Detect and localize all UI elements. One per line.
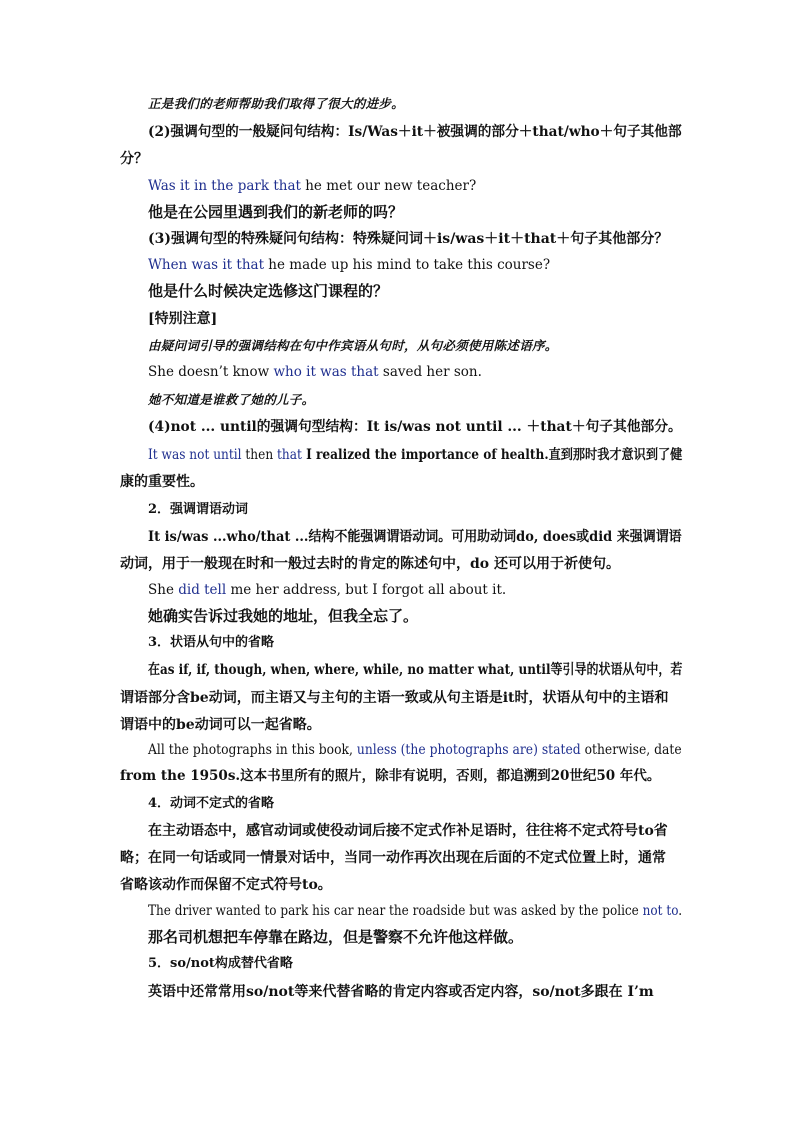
rule-heading: (4)not ... until的强调句型结构：It is/was not until ... ＋that＋句子其他部分。 [148,419,682,435]
emphasis-text: that [277,447,302,463]
section-heading: 2．强调谓语动词 [148,502,249,517]
emphasis-text: did tell [178,582,227,598]
example-sentence [148,905,682,919]
example-sentence [148,584,506,598]
sentence-text: then [241,447,278,463]
paragraph-line: 动词，用于一般现在时和一般过去时的肯定的陈述句中，do 还可以用于祈使句。 [120,556,620,572]
example-sentence [148,744,682,758]
sentence-text: . [678,903,683,919]
rule-heading: (3)强调句型的特殊疑问句结构：特殊疑问词＋is/was＋it＋that＋句子其他部分？ [148,231,669,247]
sentence-text: She [148,582,179,598]
sentence-text: he made up his mind to take this course? [264,257,551,273]
note-heading: [特别注意] [148,311,218,327]
sentence-text: She doesn’t know [148,364,274,380]
paragraph-line: 谓语中的be动词可以一起省略。 [120,717,321,733]
paragraph-line: 省略该动作而保留不定式符号to。 [120,877,332,893]
section-heading: 4．动词不定式的省略 [148,796,275,811]
section-heading: 3．状语从句中的省略 [148,635,275,650]
paragraph-line: 在主动语态中，感官动词或使役动词后接不定式作补足语时，往往将不定式符号to省 [148,823,668,839]
emphasis-text: unless (the photographs are) stated [356,742,581,758]
rule-heading: (2)强调句型的一般疑问句结构：Is/Was＋it＋被强调的部分＋that/who＋句子其他部 [148,124,682,140]
paragraph-line: 谓语部分含be动词，而主语又与主句的主语一致或从句主语是it时，状语从句中的主语和 [120,690,669,706]
translation-line: 那名司机想把车停靠在路边，但是警察不允许他这样做。 [148,928,524,946]
emphasis-text: who it was that [273,364,379,380]
emphasis-text: When was it that [148,257,264,273]
sentence-text: saved her son. [378,364,482,380]
example-sentence [148,259,550,273]
sentence-text: All the photographs in this book, [148,742,357,758]
emphasis-text: Was it in the park that [148,178,301,194]
translation-line: 正是我们的老师帮助我们取得了很大的进步。 [148,96,405,111]
sentence-text: The driver wanted to park his car near the roadside but was asked by the police [148,903,643,919]
sentence-text: I realized the importance of health.直到那时我才意识到了健 [301,447,683,463]
sentence-continued: 康的重要性。 [120,474,204,490]
paragraph-line: 在as if, if, though, when, where, while, no matter what, until等引导的状语从句中，若 [148,662,683,678]
emphasis-text: It was not until [148,447,242,463]
example-sentence [148,448,682,463]
section-heading: 5．so/not构成替代省略 [148,956,293,971]
note-text: 由疑问词引导的强调结构在句中作宾语从句时，从句必须使用陈述语序。 [148,338,558,353]
sentence-text: otherwise, date [580,742,682,758]
sentence-continued: from the 1950s.这本书里所有的照片，除非有说明，否则，都追溯到20世纪50 年代。 [120,768,661,784]
translation-line: 她确实告诉过我她的地址，但我全忘了。 [148,607,419,625]
paragraph-line: 英语中还常常用so/not等来代替省略的肯定内容或否定内容，so/not多跟在 I’m [148,984,654,1000]
example-sentence [148,180,476,194]
translation-line: 她不知道是谁救了她的儿子。 [148,392,315,407]
example-sentence [148,366,482,380]
translation-line: 他是什么时候决定选修这门课程的？ [148,282,389,300]
sentence-text: me her address, but I forgot all about it. [226,582,507,598]
sentence-text: he met our new teacher? [300,178,477,194]
paragraph-line: 略；在同一句话或同一情景对话中，当同一动作再次出现在后面的不定式位置上时，通常 [120,850,666,866]
translation-line: 他是在公园里遇到我们的新老师的吗？ [148,203,404,221]
emphasis-text: not to [642,903,679,919]
paragraph-line: It is/was ...who/that ...结构不能强调谓语动词。可用助动词do, does或did 来强调谓语 [148,529,682,545]
rule-heading-continued: 分？ [120,151,148,167]
